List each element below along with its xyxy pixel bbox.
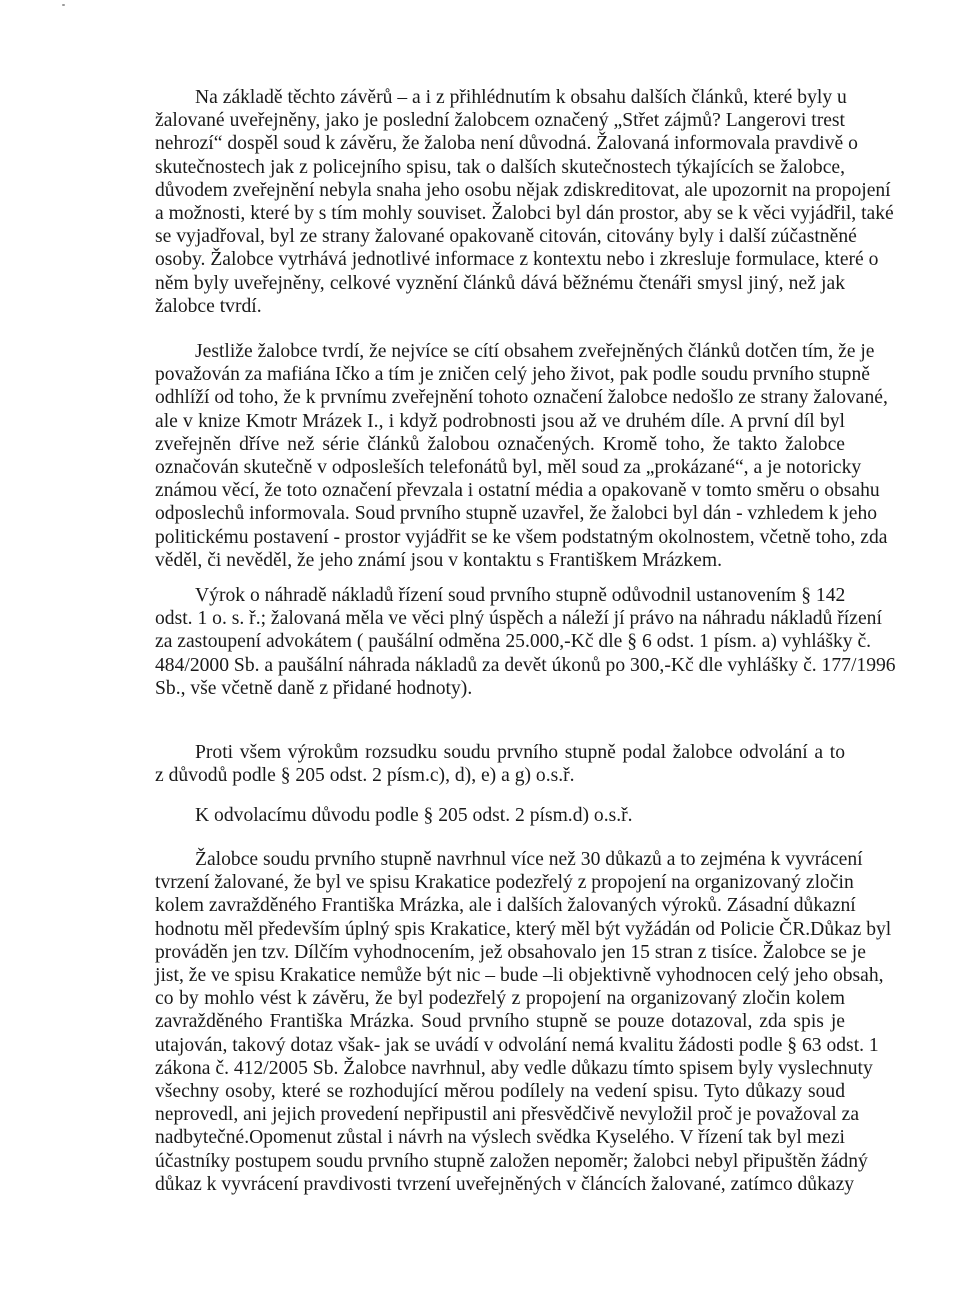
text-line: 484/2000 Sb. a paušální náhrada nákladů za devět úkonů po 300,-Kč dle vyhlášky č. 177/1996 (155, 654, 896, 676)
text-line: odhlíží od toho, že k prvnímu zveřejnění tohoto označení žalobce nedošlo ze strany žalované, (155, 387, 888, 409)
text-line: považován za mafiána Ičko a tím je zničen celý jeho život, pak podle soudu prvního stupně (155, 364, 870, 386)
text-line: žalované uveřejněny, jako je poslední žalobcem označený „Střet zájmů? Langerovi trest (155, 110, 845, 132)
text-line: Výrok o náhradě nákladů řízení soud prvního stupně odůvodnil ustanovením § 142 (195, 585, 846, 606)
text-line: odposlechů informovala. Soud prvního stupně uzavřel, že žalobci byl dán - vzhledem k jeho (155, 503, 878, 525)
text-line: hodnotu měl především úplný spis Krakatice, který měl být vyžádán od Policie ČR.Důkaz byl (155, 918, 892, 940)
text-line: zákona č. 412/2005 Sb. Žalobce navrhnul, aby vedle důkazu tímto spisem byly vyslechnuty (155, 1057, 873, 1079)
text-line: jist, že ve spisu Krakatice nemůže být nic – bude –li objektivně vyhodnocen celý jeho obsah, (155, 965, 884, 987)
text-line: a možnosti, které by s tím mohly souviset. Žalobci byl dán prostor, aby se k věci vyjádřil, také (155, 203, 894, 225)
text-line: Sb., vše včetně daně z přidané hodnoty). (155, 677, 473, 699)
paragraph-6 (155, 848, 892, 1196)
text-line: nadbytečné.Opomenut zůstal i návrh na výslech svědka Kyselého. V řízení tak byl mezi (155, 1127, 845, 1149)
text-line: něm byly uveřejněny, celkové vyznění článků dává běžnému čtenáři smysl jiný, než jak (155, 272, 845, 294)
text-line: skutečnostech jak z policejního spisu, tak o dalších skutečnostech týkajících se žalobce, (155, 156, 845, 178)
text-line: Jestliže žalobce tvrdí, že nejvíce se cítí obsahem zveřejněných článků dotčen tím, že je (195, 341, 875, 362)
paragraph-1 (155, 86, 894, 318)
text-line: se vyjadřoval, byl ze strany žalované opakovaně citován, citovány byly i další zúčastněné (155, 226, 857, 248)
text-line: utajován, takový dotaz však- jak se uvádí v odvolání nemá kvalitu žádosti podle § 63 odst. 1 (155, 1034, 879, 1056)
text-line: co by mohlo vést k závěru, že byl podezřelý z propojení na organizovaný zločin kolem (155, 988, 845, 1010)
text-line: osoby. Žalobce vytrhává jednotlivé informace z kontextu nebo i zkresluje formulace, které o (155, 249, 879, 271)
text-line: věděl, či nevěděl, že jeho známí jsou v kontaktu s Františkem Mrázkem. (155, 549, 722, 571)
text-line: politickému postavení - prostor vyjádřit se ke všem podstatným okolnostem, včetně toho, zda (155, 526, 888, 548)
text-line: známou věcí, že toto označení převzala i ostatní média a opakovaně v tomto směru o obsahu (155, 480, 880, 502)
text-line: Proti všem výrokům rozsudku soudu prvního stupně podal žalobce odvolání a to (195, 742, 845, 763)
text-line: žalobce tvrdí. (155, 295, 262, 317)
text-line: zavražděného Františka Mrázka. Soud prvního stupně se pouze dotazoval, zda spis je (155, 1011, 845, 1033)
paragraph-2 (155, 340, 888, 572)
text-line: tvrzení žalované, že byl ve spisu Krakatice podezřelý z propojení na organizovaný zločin (155, 872, 854, 894)
text-line: nehrozí“ dospěl soud k závěru, že žaloba není důvodná. Žalovaná informovala pravdivě o (155, 133, 858, 155)
text-line: z důvodů podle § 205 odst. 2 písm.c), d), e) a g) o.s.ř. (155, 765, 575, 787)
text-line: zveřejněn dříve než série článků žalobou označených. Kromě toho, že takto žalobce (155, 433, 845, 455)
text-line: Na základě těchto závěrů – a i z přihlédnutím k obsahu dalších článků, které byly u (195, 87, 847, 108)
text-line: prováděn jen tzv. Dílčím vyhodnocením, jež obsahovalo jen 15 stran z tisíce. Žalobce se je (155, 941, 866, 963)
text-line: ale v knize Kmotr Mrázek I., i když podrobnosti jsou až ve druhém díle. A první díl byl (155, 410, 845, 432)
paragraph-3 (155, 584, 896, 700)
section-heading: K odvolacímu důvodu podle § 205 odst. 2 písm.d) o.s.ř. (195, 805, 633, 826)
text-line: označován skutečně v odposleších telefonátů byl, měl soud za „prokázané“, a je notoricky (155, 457, 862, 479)
text-line: Žalobce soudu prvního stupně navrhnul více než 30 důkazů a to zejména k vyvrácení (195, 849, 863, 870)
text-line: odst. 1 o. s. ř.; žalovaná měla ve věci plný úspěch a náleží jí právo na náhradu nákladů řízení (155, 608, 882, 630)
text-line: účastníky postupem soudu prvního stupně založen nepoměr; žalobci nebyl připuštěn žádný (155, 1150, 868, 1172)
text-line: důvodem zveřejnění nebyla snaha jeho osobu nějak zdiskreditovat, ale upozornit na propojení (155, 179, 891, 201)
text-line: všechny osoby, které se rozhodující měrou podílely na vedení spisu. Tyto důkazy soud (155, 1081, 845, 1103)
text-line: za zastoupení advokátem ( paušální odměna 25.000,-Kč dle § 6 odst. 1 písm. a) vyhlášky č. (155, 631, 872, 653)
text-line: neprovedl, ani jejich provedení nepřipustil ani přesvědčivě nevyložil proč je považoval za (155, 1104, 860, 1126)
paragraph-4 (155, 741, 845, 787)
text-line: důkaz k vyvrácení pravdivosti tvrzení uveřejněných v článcích žalované, zatímco důkazy (155, 1173, 855, 1195)
text-line: kolem zavražděného Františka Mrázka, ale i dalších žalovaných výroků. Zásadní důkazní (155, 895, 856, 917)
scan-speck (62, 4, 65, 6)
